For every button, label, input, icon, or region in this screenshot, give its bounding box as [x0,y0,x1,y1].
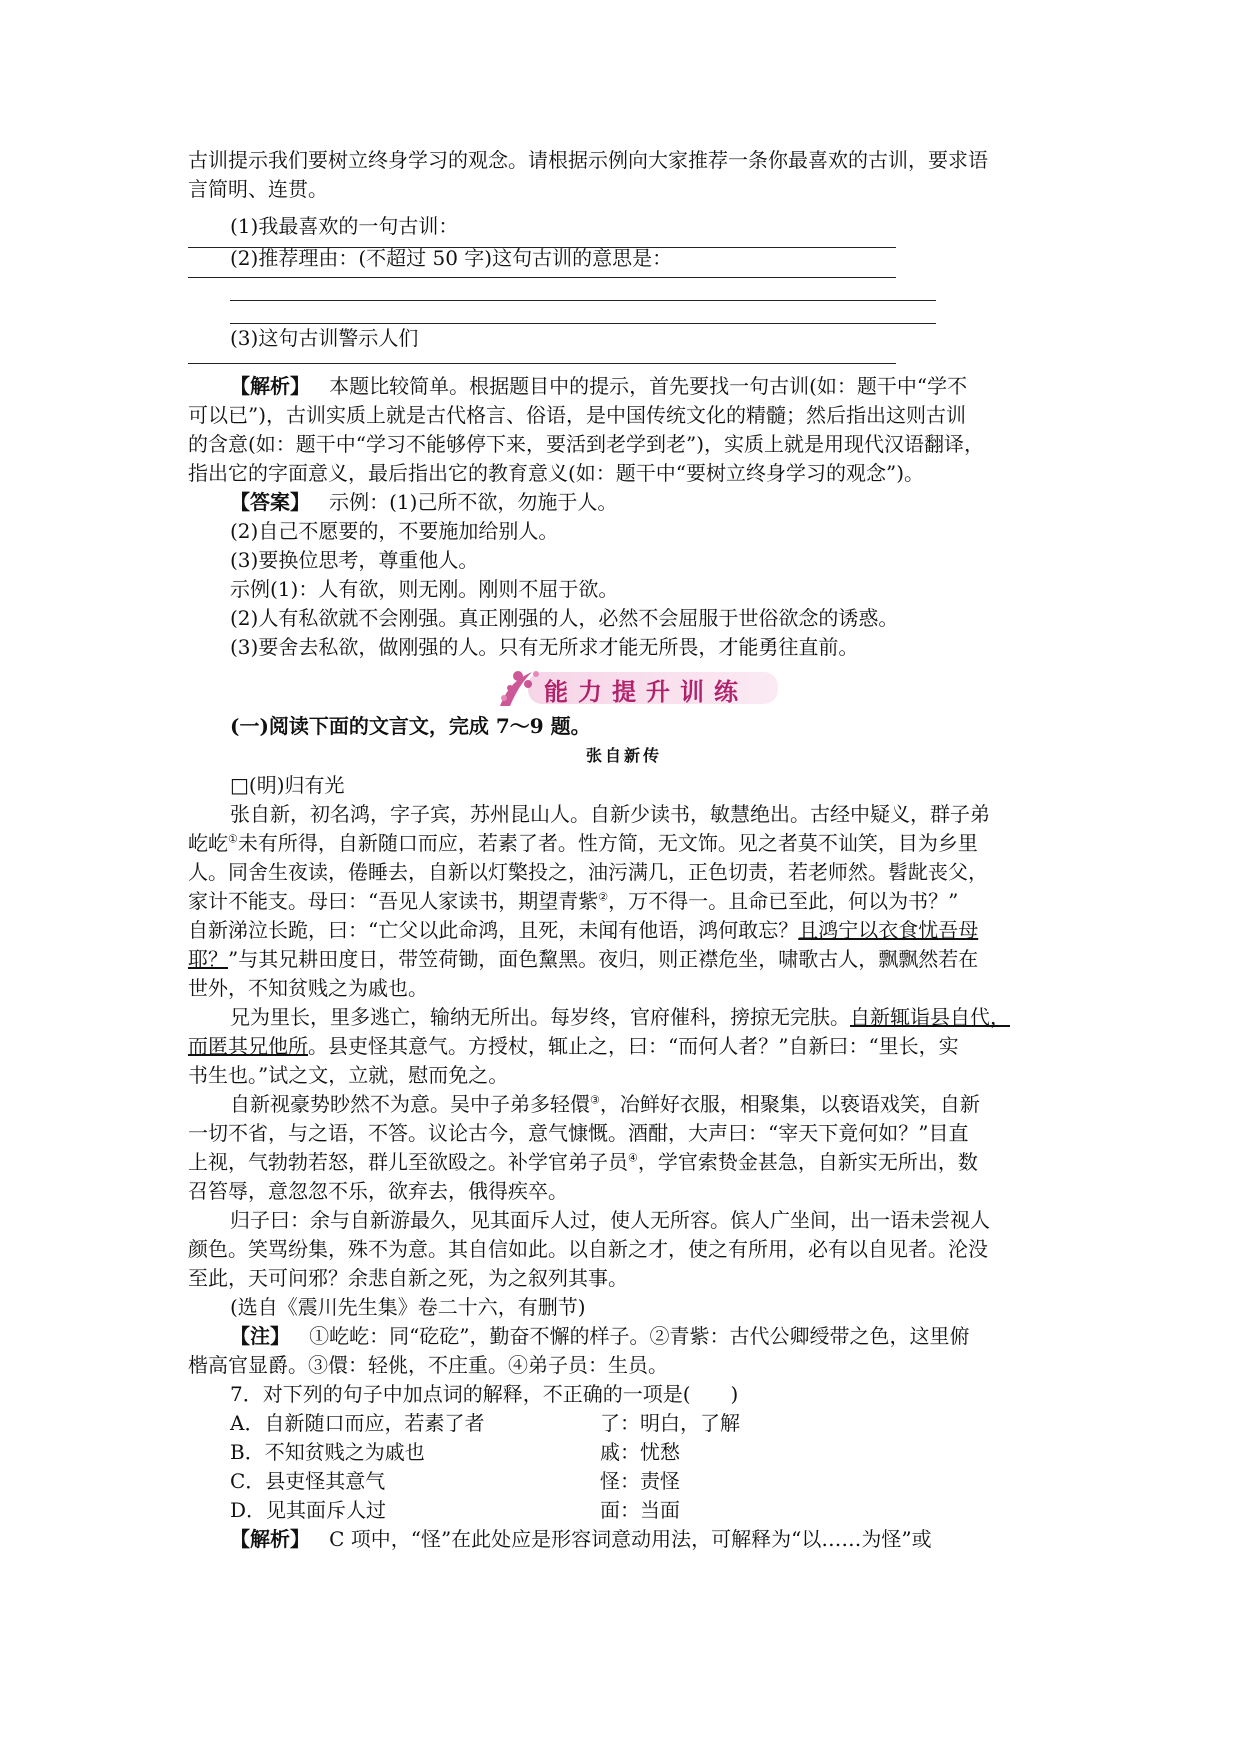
passage-line: 人。同舍生夜读，倦睡去，自新以灯檠投之，油污满几，正色切责，若老师然。髫龀丧父， [188,860,988,884]
answer-line: (2)人有私欲就不会刚强。真正刚强的人，必然不会屈服于世俗欲念的诱惑。 [230,606,899,630]
answer-line: (2)自己不愿要的，不要施加给别人。 [230,519,559,543]
underlined-sentence: 自新辄诣县自代， [850,1005,1010,1029]
passage-line: 世外，不知贫贱之为戚也。 [188,976,428,1000]
analysis-7-paragraph: 【解析】 C 项中，“怪”在此处应是形容词意动用法，可解释为“以……为怪”或 [230,1527,932,1551]
question-3: (3)这句古训警示人们 [230,326,419,350]
banner-title: 能力提升训练 [544,678,748,706]
answer-line: (3)要舍去私欲，做刚强的人。只有无所求才能无所畏，才能勇往直前。 [230,635,859,659]
passage-line: 一切不省，与之语，不答。议论古今，意气慷慨。酒酣，大声曰：“宰天下竟何如？”目直 [188,1121,969,1145]
underlined-sentence: 且鸿宁以衣食忧吾母 [798,918,979,942]
question-7-stem: 7．对下列的句子中加点词的解释，不正确的一项是( ) [230,1382,739,1406]
passage-line: 颜色。笑骂纷集，殊不为意。其自信如此。以自新之才，使之有所用，必有以自见者。沦没 [188,1237,988,1261]
passage-line: 张自新，初名鸿，字子宾，苏州昆山人。自新少读书，敏慧绝出。古经中疑义，群子弟 [230,802,990,826]
passage-line: 归子曰：余与自新游最久，见其面斥人过，使人无所容。傧人广坐间，出一语未尝视人 [230,1208,990,1232]
answer-line [188,363,896,364]
notes-line: 楷高官显爵。③儇：轻佻，不庄重。④弟子员：生员。 [188,1353,668,1377]
analysis-tag: 【解析】 [230,374,310,398]
question-2: (2)推荐理由：(不超过 50 字)这句古训的意思是： [230,246,673,270]
question-1: (1)我最喜欢的一句古训： [230,214,459,238]
answer-line [230,300,936,301]
underlined-sentence: 耶？ [188,947,228,971]
passage-line: 而匿其兄他所。县吏怪其意气。方授杖，辄止之，曰：“而何人者？”自新曰：“里长，实 [188,1034,959,1058]
passage-line: 至此，天可问邪？余悲自新之死，为之叙列其事。 [188,1266,628,1290]
underlined-sentence: 而匿其兄他所 [188,1034,308,1058]
section-banner [188,666,1060,710]
passage-line: 耶？”与其兄耕田度日，带笠荷锄，面色黧黑。夜归，则正襟危坐，啸歌古人，飘飘然若在 [188,947,979,971]
notes-paragraph: 【注】 ①屹屹：同“矻矻”，勤奋不懈的样子。②青紫：古代公卿绶带之色，这里俯 [230,1324,970,1348]
option-c: C．县吏怪其意气 怪：责怪 [230,1469,680,1493]
analysis-line: 的含意(如：题干中“学习不能够停下来，要活到老学到老”)，实质上就是用现代汉语翻译， [188,432,985,456]
passage-line: 自新视豪势眇然不为意。吴中子弟多轻儇③，冶鲜好衣服，相聚集，以亵语戏笑，自新 [230,1092,980,1116]
intro-line-2: 言简明、连贯。 [188,177,328,201]
analysis-line: 可以已”)，古训实质上就是古代格言、俗语，是中国传统文化的精髓；然后指出这则古训 [188,403,967,427]
notes-tag: 【注】 [230,1324,290,1348]
passage-source: (选自《震川先生集》卷二十六，有删节) [230,1295,586,1319]
answer-tag: 【答案】 [230,490,310,514]
analysis-tag: 【解析】 [230,1527,310,1551]
analysis-paragraph [188,372,1060,401]
passage-line: 屹屹①未有所得，自新随口而应，若素了者。性方简，无文饰。见之者莫不讪笑，目为乡里 [188,831,978,855]
passage-author: □(明)归有光 [230,773,345,797]
document-page [188,146,1060,1554]
analysis-text: 本题比较简单。根据题目中的提示，首先要找一句古训(如：题干中“学不 [329,374,968,398]
passage-line: 家计不能支。母曰：“吾见人家读书，期望青紫②，万不得一。且命已至此，何以为书？” [188,889,959,913]
passage-line: 自新涕泣长跪，曰：“亡父以此命鸿，且死，未闻有他语，鸿何敢忘？且鸿宁以衣食忧吾母 [188,918,979,942]
option-d: D．见其面斥人过 面：当面 [230,1498,680,1522]
analysis-line: 指出它的字面意义，最后指出它的教育意义(如：题干中“要树立终身学习的观念”)。 [188,461,925,485]
answer-line: 示例(1)：人有欲，则无刚。刚则不屈于欲。 [230,577,619,601]
intro-line-1: 古训提示我们要树立终身学习的观念。请根据示例向大家推荐一条你最喜欢的古训，要求语 [188,148,988,172]
passage-line: 上视，气勃勃若怒，群儿至欲殴之。补学官弟子员④，学官索贽金甚急，自新实无所出，数 [188,1150,978,1174]
passage-title: 张自新传 [585,746,662,765]
passage-line: 兄为里长，里多逃亡，输纳无所出。每岁终，官府催科，搒掠无完肤。自新辄诣县自代， [230,1005,1010,1029]
reading-header: (一)阅读下面的文言文，完成 7～9 题。 [230,714,591,738]
passage-line: 书生也。”试之文，立就，慰而免之。 [188,1063,509,1087]
answer-line [188,277,896,278]
passage-line: 召笞辱，意忽忽不乐，欲弃去，俄得疾卒。 [188,1179,568,1203]
option-b: B．不知贫贱之为戚也 戚：忧愁 [230,1440,680,1464]
option-a: A．自新随口而应，若素了者 了：明白，了解 [230,1411,740,1435]
answer-text: 示例：(1)己所不欲，勿施于人。 [329,490,618,514]
answer-line: (3)要换位思考，尊重他人。 [230,548,479,572]
answer-paragraph [188,488,1060,517]
